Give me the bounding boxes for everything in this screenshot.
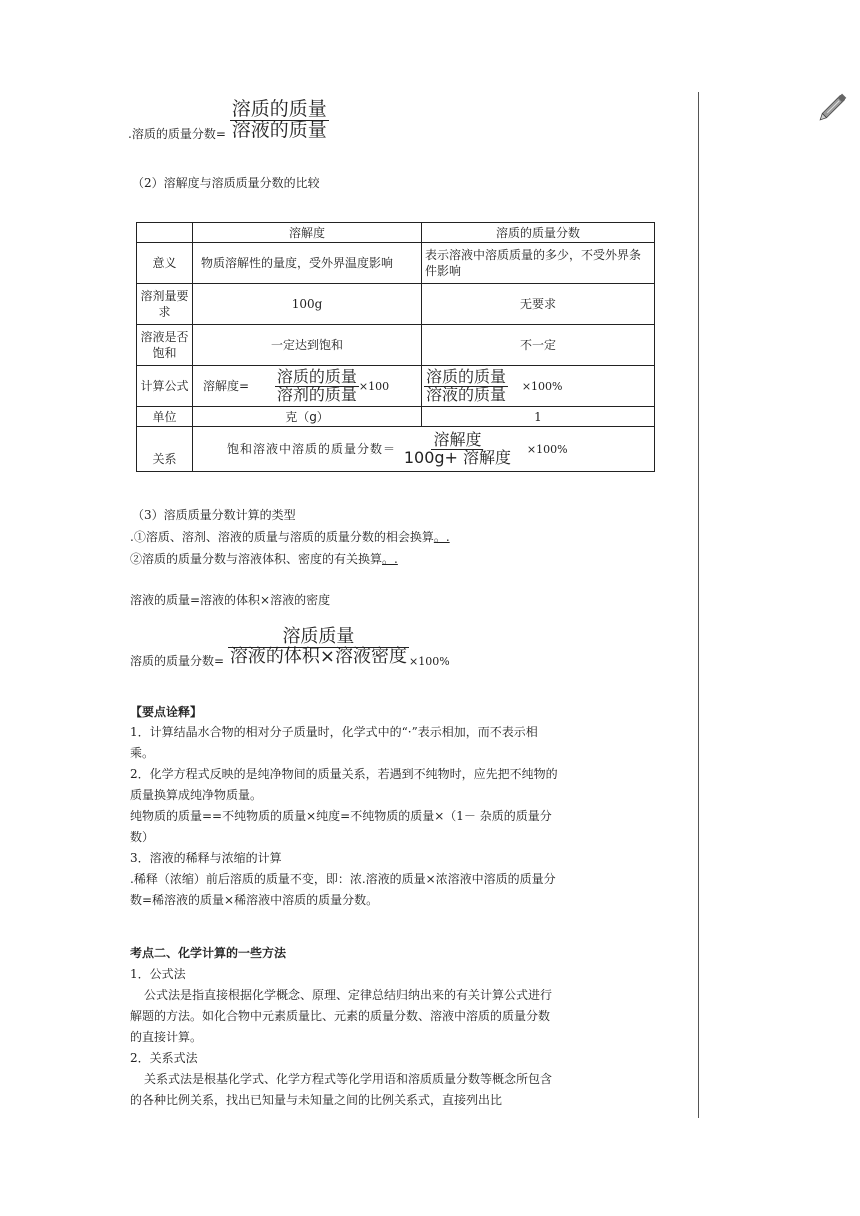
- section-2-title: （2）溶解度与溶质质量分数的比较: [132, 176, 320, 190]
- table-row: [137, 284, 655, 325]
- key-point-1: 1．计算结晶水合物的相对分子质量时，化学式中的“·”表示相加，而不表示相乘。: [130, 725, 538, 760]
- cell-mass-fraction: 不一定: [422, 325, 655, 366]
- formula2-denominator: 溶液的体积×溶液密度: [229, 645, 407, 667]
- cell-mass-fraction: 1: [422, 407, 655, 427]
- cell-fraction-formula: [422, 366, 655, 407]
- cell-mass-fraction: 无要求: [422, 284, 655, 325]
- relation-prefix: 饱和溶液中溶质的质量分数＝: [227, 441, 397, 456]
- relation-denominator: 100g+ 溶解度: [403, 447, 512, 467]
- table-row: [137, 407, 655, 427]
- relation-numerator: 溶解度: [433, 429, 482, 449]
- cell-solubility: 一定达到饱和: [193, 325, 422, 366]
- solubility-formula-suffix: ×100: [358, 379, 390, 393]
- solubility-formula-numerator: 溶质的质量: [276, 366, 357, 386]
- row-label: 关系: [137, 427, 193, 472]
- comparison-table: [136, 222, 655, 472]
- margin-rule: [698, 92, 699, 1118]
- cell-mass-fraction: 表示溶液中溶质质量的多少，不受外界条件影响: [422, 243, 655, 284]
- fraction-formula-numerator: 溶质的质量: [426, 366, 507, 386]
- solubility-formula-denominator: 溶剂的质量: [276, 384, 357, 404]
- formula2-suffix: ×100%: [408, 654, 450, 668]
- method-1-title: 1．公式法: [130, 967, 186, 981]
- row-label: 溶液是否饱和: [137, 325, 193, 366]
- method-2-text: 关系式法是根基化学式、化学方程式等化学用语和溶质质量分数等概念所包含的各种比例关系，找出已知量与未知量之间的比例关系式，直接列出比: [130, 1072, 553, 1107]
- formula2-prefix: 溶质的质量分数=: [130, 653, 225, 668]
- relation-suffix: ×100%: [526, 442, 568, 456]
- key-points-body: [130, 722, 558, 911]
- formula-mass-fraction: [128, 100, 329, 144]
- cell-solubility: 物质溶解性的量度，受外界温度影响: [193, 243, 422, 284]
- fraction-formula-suffix: ×100%: [521, 379, 563, 393]
- method-1-text: 公式法是指直接根据化学概念、原理、定律总结归纳出来的有关计算公式进行解题的方法。如化合物中元素质量比、元素的质量分数、溶液中溶质的质量分数的直接计算。: [130, 988, 553, 1044]
- table-header-row: [137, 223, 655, 243]
- section-3-item-2: ②溶质的质量分数与溶液体积、密度的有关换算。.: [130, 552, 398, 566]
- kp2-body: [130, 964, 558, 1111]
- section-3-item-1: .①溶质、溶剂、溶液的质量与溶质的质量分数的相会换算。.: [130, 530, 450, 544]
- table-row: [137, 243, 655, 284]
- section-3-title: （3）溶质质量分数计算的类型: [132, 508, 296, 522]
- key-point-4: 3．溶液的稀释与浓缩的计算: [130, 851, 282, 865]
- cell-solubility-formula: [193, 366, 422, 407]
- formula-numerator: 溶质的质量: [231, 98, 327, 120]
- fraction-formula-denominator: 溶液的质量: [426, 384, 507, 404]
- key-point-5: .稀释（浓缩）前后溶质的质量不变，即：浓.溶液的质量×浓溶液中溶质的质量分数=稀溶液的质量×稀溶液中溶质的质量分数。: [130, 872, 556, 907]
- table-row: [137, 325, 655, 366]
- table-header-mass-fraction: 溶质的质量分数: [422, 223, 655, 243]
- pen-icon: [816, 86, 854, 127]
- row-label: 计算公式: [137, 366, 193, 407]
- solubility-formula-prefix: 溶解度=: [203, 378, 250, 393]
- cell-solubility: 克（g）: [193, 407, 422, 427]
- formula-denominator: 溶液的质量: [231, 118, 327, 141]
- key-point-3: 纯物质的质量==不纯物质的质量×纯度=不纯物质的质量×（1－ 杂质的质量分数）: [130, 809, 552, 844]
- formula2-numerator: 溶质质量: [228, 628, 409, 648]
- cell-relation-formula: [193, 427, 655, 472]
- method-2-title: 2．关系式法: [130, 1051, 198, 1065]
- table-header-solubility: 溶解度: [193, 223, 422, 243]
- table-row: [137, 366, 655, 407]
- cell-solubility: 100g: [193, 284, 422, 325]
- key-points-title: 【要点诠释】: [130, 705, 203, 719]
- solution-mass-formula: 溶液的质量=溶液的体积×溶液的密度: [130, 593, 331, 607]
- kp2-title: 考点二、化学计算的一些方法: [130, 946, 287, 960]
- row-label: 单位: [137, 407, 193, 427]
- table-header-empty: [137, 223, 193, 243]
- formula-volume-density: [130, 628, 450, 671]
- formula-prefix: .溶质的质量分数=: [128, 126, 226, 141]
- key-point-2: 2．化学方程式反映的是纯净物间的质量关系，若遇到不纯物时，应先把不纯物的质量换算成纯净物质量。: [130, 767, 558, 802]
- row-label: 溶剂量要求: [137, 284, 193, 325]
- table-row: [137, 427, 655, 472]
- row-label: 意义: [137, 243, 193, 284]
